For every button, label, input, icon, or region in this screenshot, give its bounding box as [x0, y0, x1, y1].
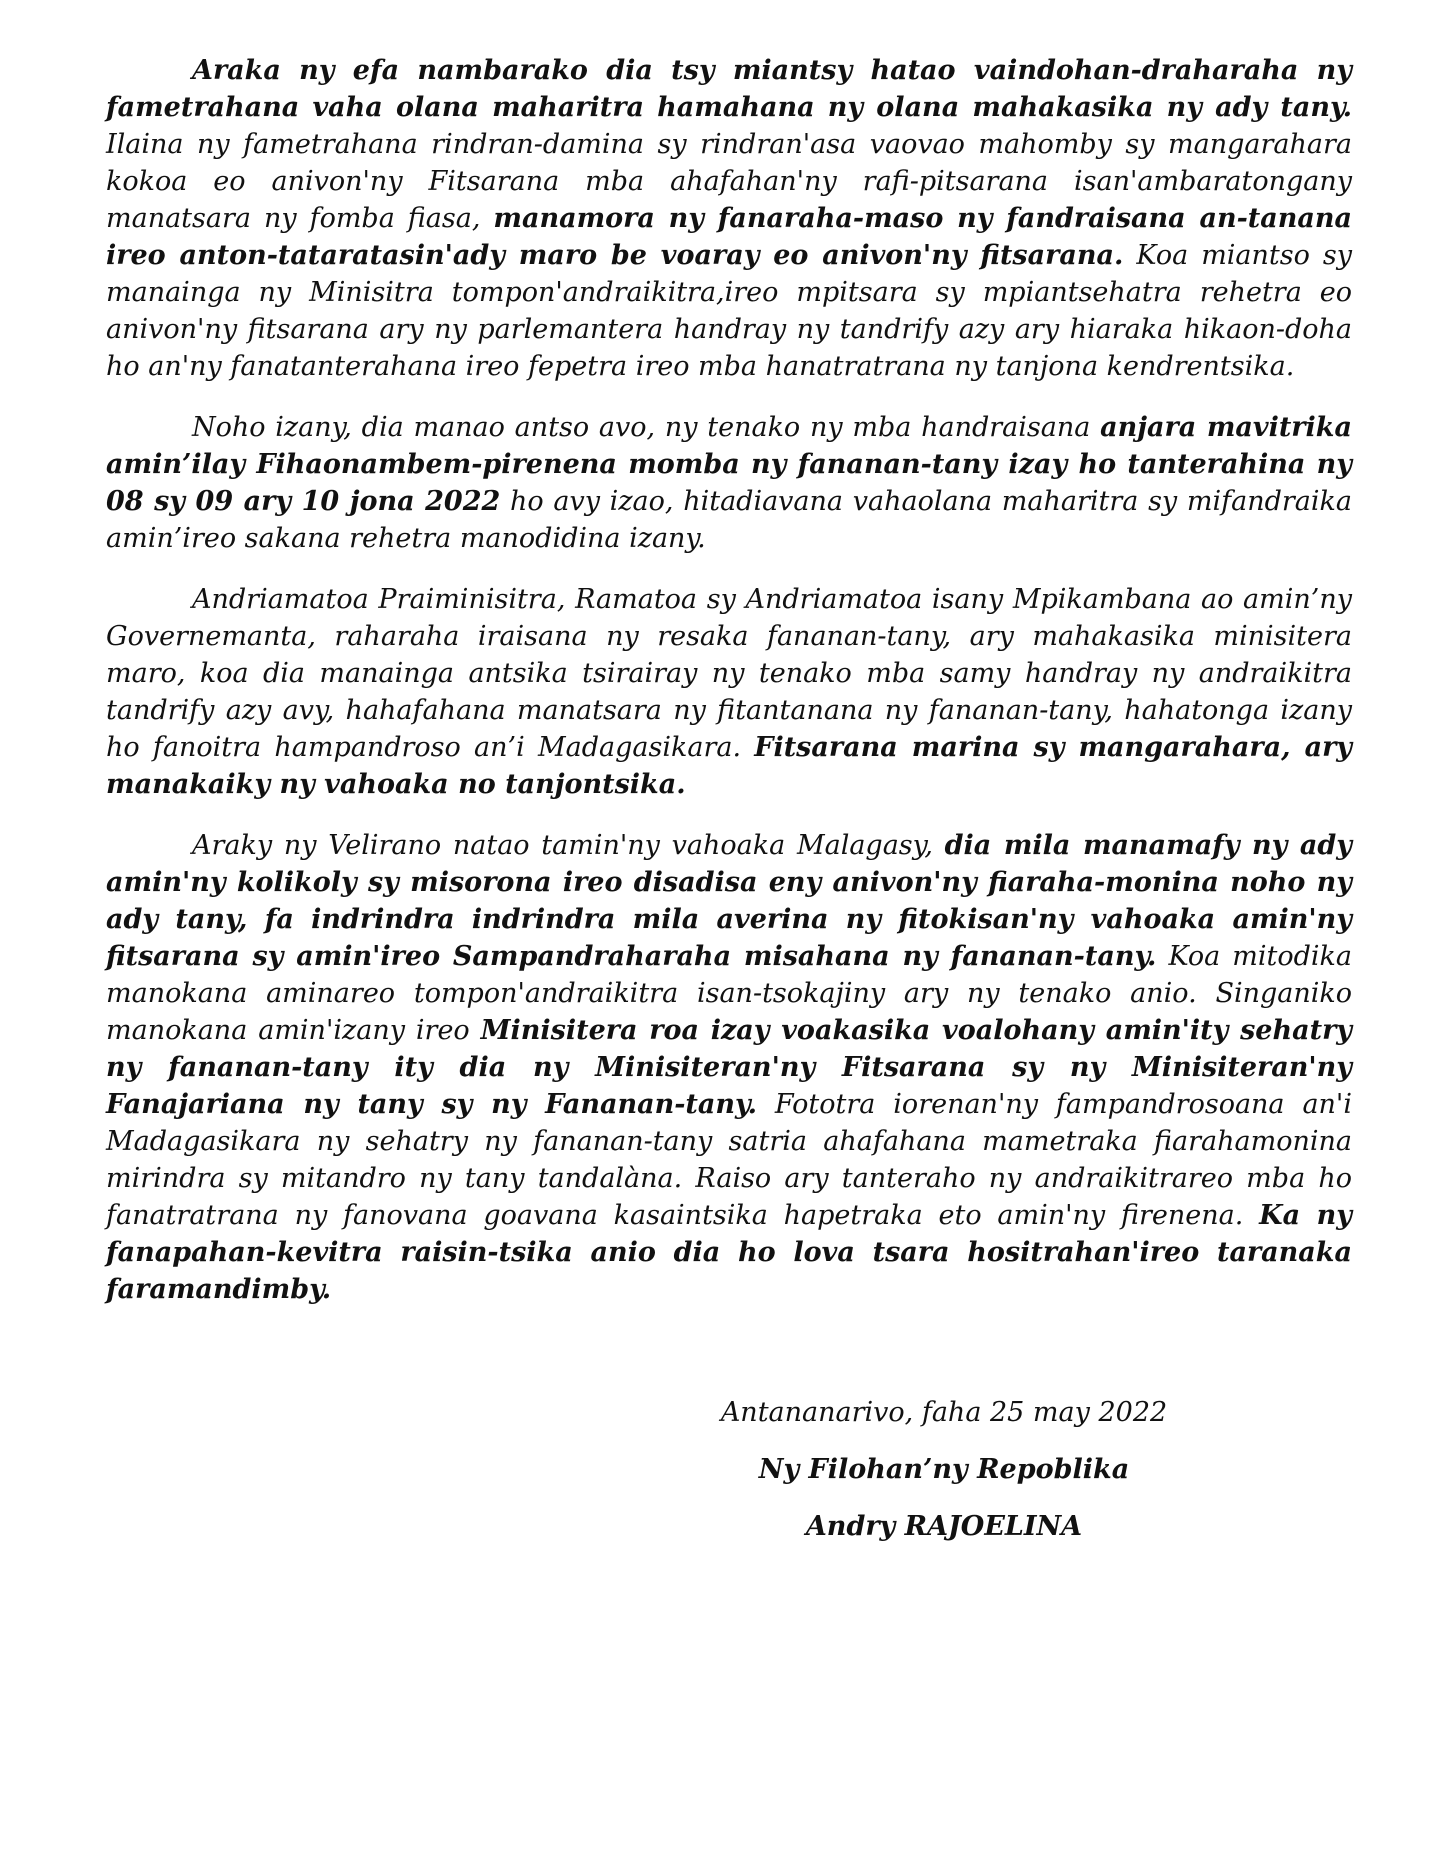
document-body: [106, 52, 1352, 1308]
signatory-title: Ny Filohan’ny Repoblika: [758, 1454, 1130, 1485]
paragraph-4: [106, 827, 1352, 1308]
paragraph-3-run-1: Andriamatoa Praiminisitra, Ramatoa sy Andriamatoa isany Mpikambana ao amin’ny Governemanta, raharaha iraisana ny resaka fananan-tany, ary mahakasika minisitera maro, koa dia manainga antsika tsirairay ny tenako mba samy handray ny andraikitra tandrify azy avy, hahafahana manatsara ny fitantanana ny fananan-tany, hahatonga izany ho fanoitra hampandroso an’i Madagasikara.: [106, 584, 1352, 763]
paragraph-4-run-5: Fototra iorenan'ny fampandrosoana an'i Madagasikara ny sehatry ny fananan-tany satria ahafahana mametraka fiarahamonina mirindra sy mitandro ny tany tandalàna. Raiso ary tanteraho ny andraikitrareo mba ho fanatratrana ny fanovana goavana kasaintsika hapetraka eto amin'ny firenena.: [106, 1089, 1352, 1231]
signatory-name: Andry RAJOELINA: [805, 1511, 1083, 1542]
paragraph-4-run-1: Araky ny Velirano natao tamin'ny vahoaka Malagasy,: [192, 830, 945, 861]
paragraph-2: [106, 409, 1352, 557]
paragraph-2-run-2: anjara mavitrika amin’ilay Fihaonambem-pirenena momba ny fananan-tany izay ho tanterahina ny 08 sy 09 ary 10 jona 2022: [106, 412, 1352, 517]
paragraph-4-run-3: Koa mitodika manokana aminareo tompon'andraikitra isan-tsokajiny ary ny tenako anio. Singaniko manokana amin'izany ireo: [106, 941, 1352, 1046]
paragraph-1-run-4: Koa miantso sy manainga ny Minisitra tompon'andraikitra,ireo mpitsara sy mpiantsehatra rehetra eo anivon'ny fitsarana ary ny parlemantera handray ny tandrify azy ary hiaraka hikaon-doha ho an'ny fanatanterahana ireo fepetra ireo mba hanatratrana ny tanjona kendrentsika.: [106, 240, 1352, 382]
paragraph-4-run-2: dia mila manamafy ny ady amin'ny kolikoly sy misorona ireo disadisa eny anivon'ny fiaraha-monina noho ny ady tany, fa indrindra indrindra mila averina ny fitokisan'ny vahoaka amin'ny fitsarana sy amin'ireo Sampandraharaha misahana ny fananan-tany.: [106, 830, 1352, 972]
paragraph-3-run-2: Fitsarana marina sy mangarahara, ary manakaiky ny vahoaka no tanjontsika.: [106, 732, 1352, 800]
paragraph-1: [106, 52, 1352, 385]
signature-block: [106, 1394, 1352, 1545]
paragraph-1-run-1: Araka ny efa nambarako dia tsy miantsy hatao vaindohan-draharaha ny fametrahana vaha olana maharitra hamahana ny olana mahakasika ny ady tany.: [106, 55, 1352, 123]
paragraph-3: [106, 581, 1352, 803]
paragraph-2-run-3: ho avy izao, hitadiavana vahaolana maharitra sy mifandraika amin’ireo sakana rehetra manodidina izany.: [106, 486, 1352, 554]
paragraph-1-run-2: Ilaina ny fametrahana rindran-damina sy rindran'asa vaovao mahomby sy mangarahara kokoa eo anivon'ny Fitsarana mba ahafahan'ny rafi-pitsarana isan'ambaratongany manatsara ny fomba fiasa,: [106, 129, 1352, 234]
paragraph-4-run-4: Minisitera roa izay voakasika voalohany amin'ity sehatry ny fananan-tany ity dia ny Minisiteran'ny Fitsarana sy ny Minisiteran'ny Fanajariana ny tany sy ny Fananan-tany.: [106, 1015, 1352, 1120]
document-page: [106, 52, 1352, 1565]
paragraph-4-run-6: Ka ny fanapahan-kevitra raisin-tsika anio dia ho lova tsara hositrahan'ireo taranaka faramandimby.: [106, 1200, 1353, 1305]
paragraph-2-run-1: Noho izany, dia manao antso avo, ny tenako ny mba handraisana: [192, 412, 1101, 443]
paragraph-1-run-3: manamora ny fanaraha-maso ny fandraisana an-tanana ireo anton-tataratasin'ady maro be voaray eo anivon'ny fitsarana.: [106, 203, 1352, 271]
place-date: Antananarivo, faha 25 may 2022: [720, 1397, 1168, 1428]
